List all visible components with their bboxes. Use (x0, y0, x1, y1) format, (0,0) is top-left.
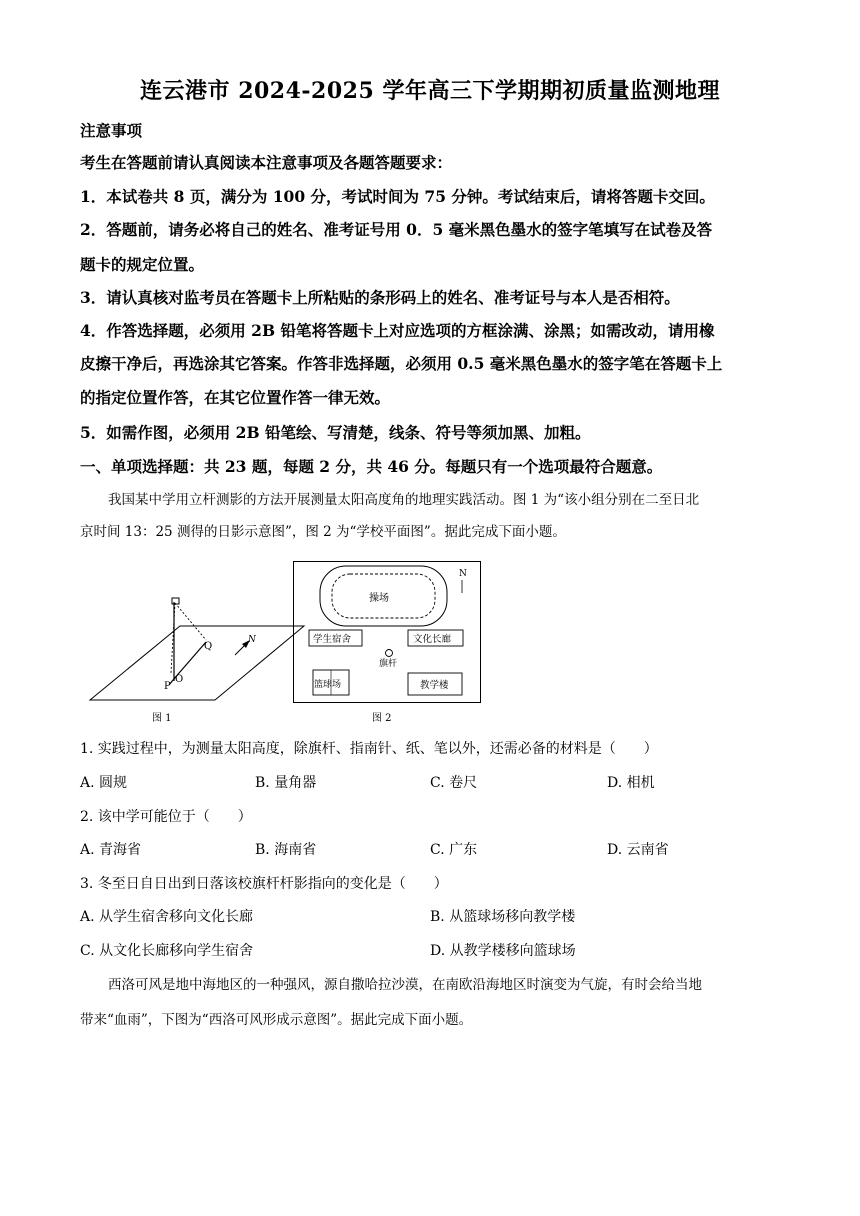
corridor-label: 文化长廊 (413, 634, 452, 645)
label-p: P (164, 681, 171, 692)
teaching-label: 教学楼 (420, 680, 449, 691)
dorm-label: 学生宿舍 (313, 634, 352, 645)
page-title: 连云港市 2024-2025 学年高三下学期期初质量监测地理 (140, 78, 720, 104)
notice-item-4-line2: 皮擦干净后，再选涂其它答案。作答非选择题，必须用 0.5 毫米黑色墨水的签字笔在答题卡上 (80, 354, 723, 373)
basketball-label: 篮球场 (314, 680, 342, 690)
notice-item-5: 5．如需作图，必须用 2B 铅笔绘、写清楚，线条、符号等须加黑、加粗。 (80, 423, 591, 442)
label-q: Q (204, 641, 213, 652)
figure-2-caption: 图 2 (372, 713, 392, 724)
notice-heading: 注意事项 (80, 121, 143, 140)
passage-2-line1: 西洛可风是地中海地区的一种强风，源自撒哈拉沙漠，在南欧沿海地区时演变为气旋，有时会给当地 (108, 977, 702, 993)
figure-2-school-plan (290, 558, 490, 708)
sunray-q (175, 603, 206, 640)
q2-option-b[interactable]: B. 海南省 (255, 842, 317, 858)
q1-option-c[interactable]: C. 卷尺 (430, 775, 478, 791)
notice-item-4-line1: 4．作答选择题，必须用 2B 铅笔将答题卡上对应选项的方框涂满、涂黑；如需改动，请用橡 (80, 321, 715, 340)
flagpole-marker (386, 650, 393, 657)
q1-option-d[interactable]: D. 相机 (607, 775, 655, 791)
q2-option-c[interactable]: C. 广东 (430, 842, 478, 858)
figure-1-shadow-diagram (85, 590, 315, 730)
label-n: N (248, 635, 256, 645)
q2-option-d[interactable]: D. 云南省 (607, 842, 669, 858)
notice-item-2-line2: 题卡的规定位置。 (80, 255, 205, 274)
q3-option-c[interactable]: C. 从文化长廊移向学生宿舍 (80, 943, 254, 959)
q3-option-a[interactable]: A. 从学生宿舍移向文化长廊 (80, 909, 254, 925)
q1-option-a[interactable]: A. 圆规 (80, 775, 128, 791)
notice-item-2-line1: 2．答题前，请务必将自己的姓名、准考证号用 0．5 毫米黑色墨水的签字笔填写在试卷及答 (80, 220, 713, 239)
q3-stem: 3. 冬至日自日出到日落该校旗杆杆影指向的变化是（ ） (80, 876, 448, 892)
q3-option-d[interactable]: D. 从教学楼移向篮球场 (430, 943, 576, 959)
compass-north-label: N (459, 569, 467, 579)
notice-item-3: 3．请认真核对监考员在答题卡上所粘贴的条形码上的姓名、准考证号与本人是否相符。 (80, 288, 680, 307)
ground-plane (90, 626, 304, 700)
q3-option-b[interactable]: B. 从篮球场移向教学楼 (430, 909, 576, 925)
passage-1-line2: 京时间 13：25 测得的日影示意图”，图 2 为“学校平面图”。据此完成下面小题。 (80, 524, 566, 540)
notice-item-1: 1．本试卷共 8 页，满分为 100 分，考试时间为 75 分钟。考试结束后，请将答题卡交回。 (80, 187, 715, 206)
q1-stem: 1. 实践过程中，为测量太阳高度，除旗杆、指南针、纸、笔以外，还需必备的材料是（ ） (80, 741, 658, 757)
q2-option-a[interactable]: A. 青海省 (80, 842, 142, 858)
q1-option-b[interactable]: B. 量角器 (255, 775, 317, 791)
playground-label: 操场 (369, 593, 389, 604)
label-o: O (175, 674, 184, 685)
section-heading: 一、单项选择题：共 23 题，每题 2 分，共 46 分。每题只有一个选项最符合题意。 (80, 457, 663, 476)
notice-intro: 考生在答题前请认真阅读本注意事项及各题答题要求： (80, 153, 453, 172)
passage-2-line2: 带来“血雨”，下图为“西洛可风形成示意图”。据此完成下面小题。 (80, 1012, 473, 1028)
passage-1-line1: 我国某中学用立杆测影的方法开展测量太阳高度角的地理实践活动。图 1 为“该小组分别在二至日北 (108, 492, 700, 508)
figure-1-caption: 图 1 (152, 713, 172, 724)
flagpole-label: 旗杆 (379, 659, 398, 669)
notice-item-4-line3: 的指定位置作答，在其它位置作答一律无效。 (80, 388, 391, 407)
q2-stem: 2. 该中学可能位于（ ） (80, 809, 252, 825)
